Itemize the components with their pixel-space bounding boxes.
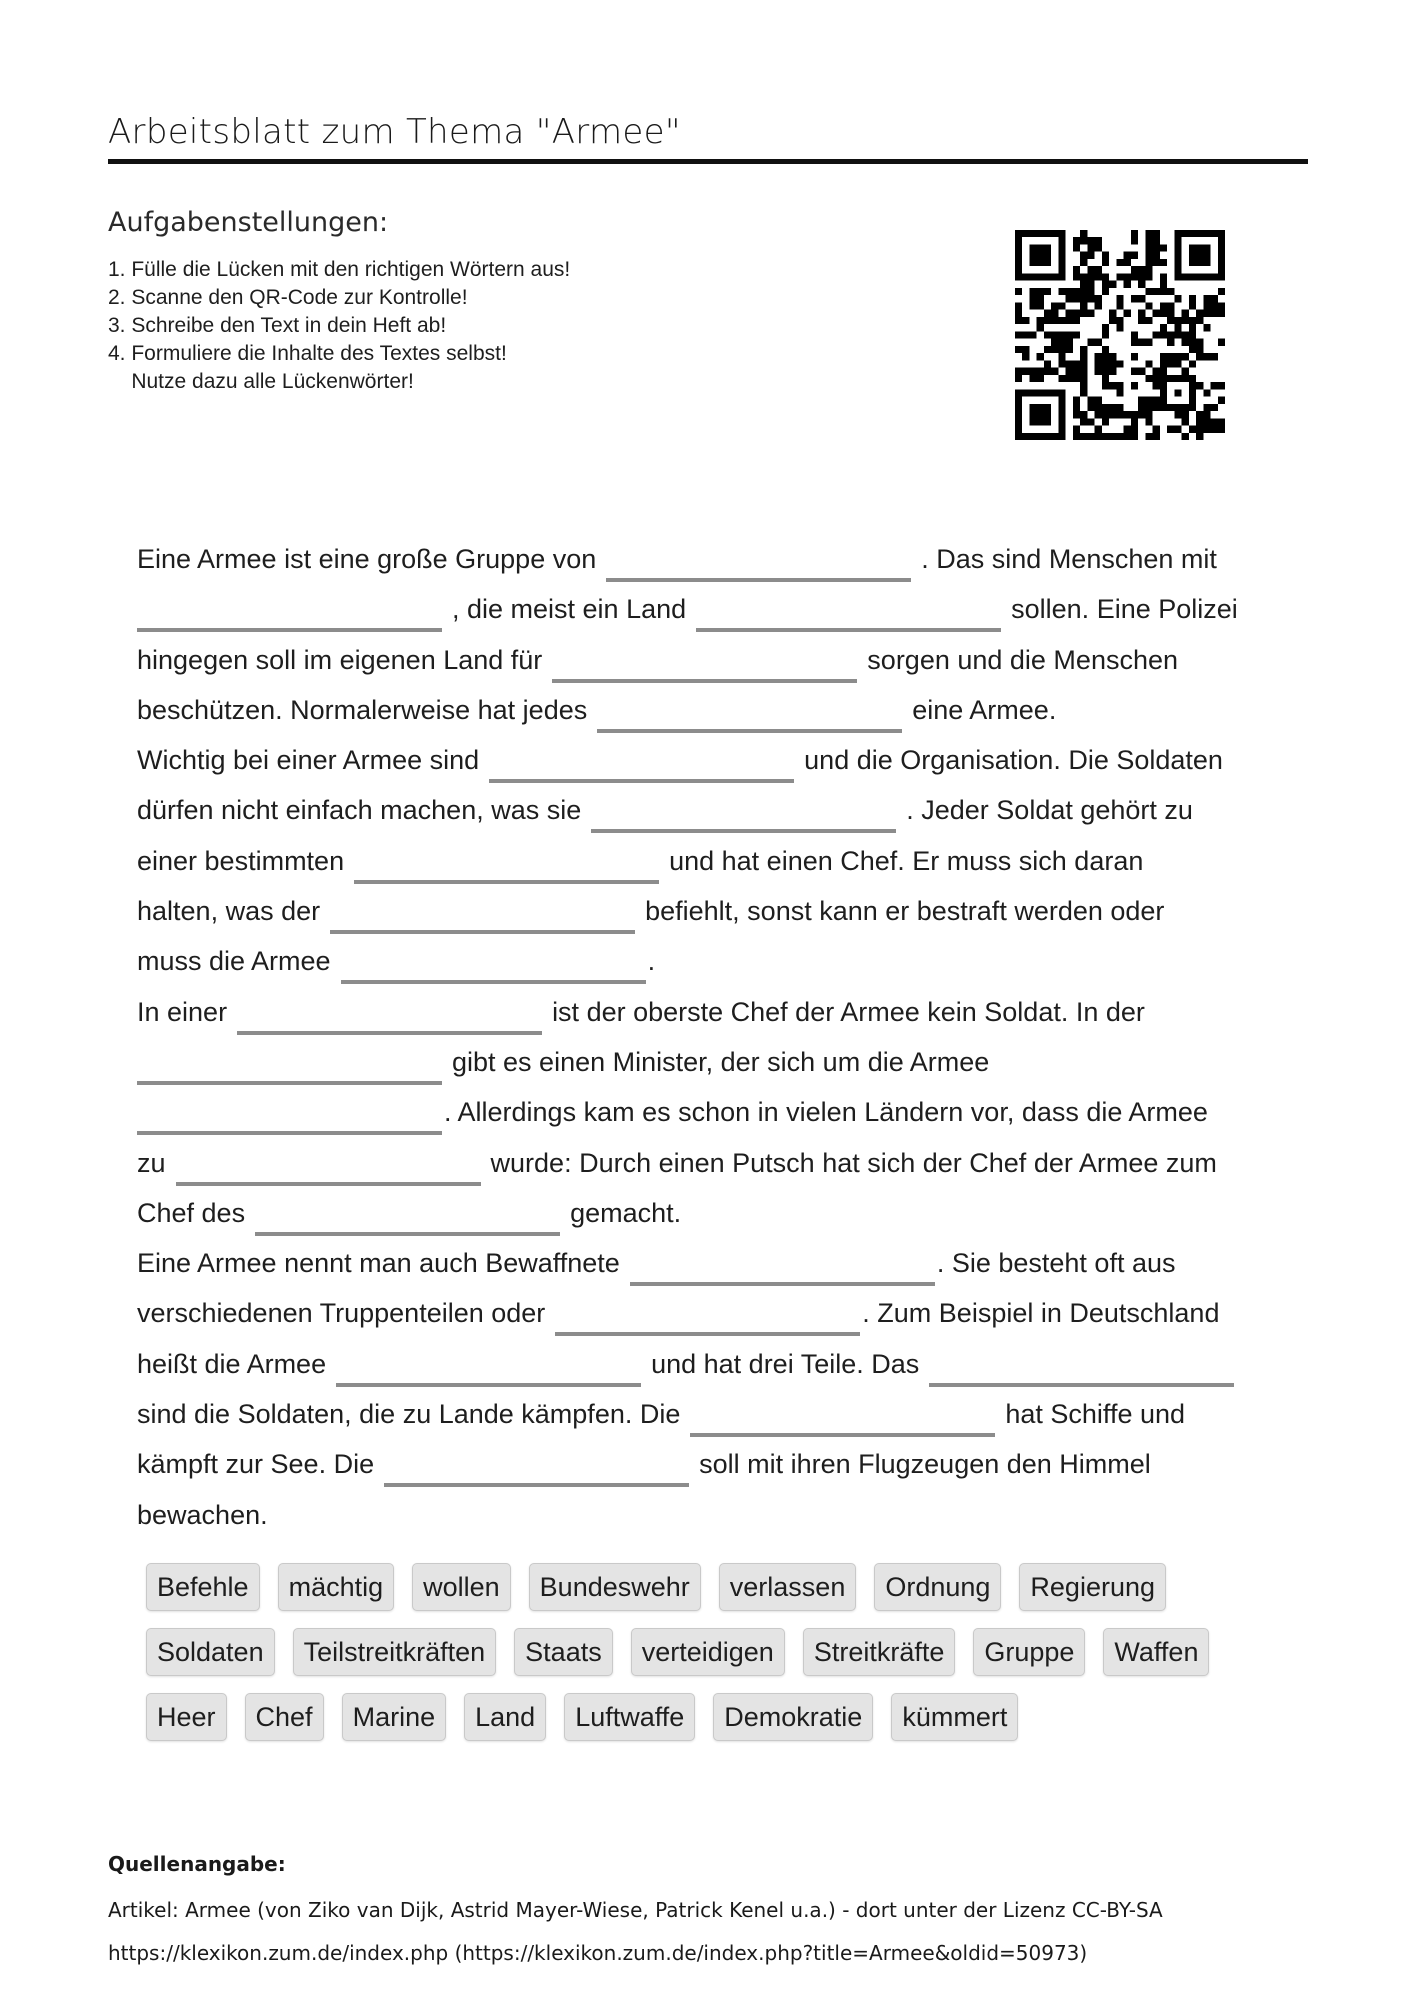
tasks-heading: Aufgabenstellungen: (108, 207, 389, 238)
word-chip[interactable]: Teilstreitkräften (293, 1628, 497, 1676)
word-chip[interactable]: kümmert (891, 1693, 1018, 1741)
word-chip[interactable]: Regierung (1019, 1563, 1166, 1611)
cloze-text-segment: und hat einen Chef. Er muss sich daran (669, 845, 1144, 876)
cloze-line (137, 1188, 1297, 1238)
blank-gap[interactable] (137, 1131, 442, 1135)
cloze-text-segment: sind die Soldaten, die zu Lande kämpfen. Die (137, 1399, 681, 1430)
cloze-text (137, 534, 1297, 1540)
word-chip[interactable]: mächtig (278, 1563, 395, 1611)
blank-gap[interactable] (929, 1383, 1234, 1387)
word-chip[interactable]: verlassen (719, 1563, 857, 1611)
cloze-text-segment: und die Organisation. Die Soldaten (804, 745, 1223, 776)
cloze-text-segment: heißt die Armee (137, 1348, 327, 1379)
word-chip[interactable]: Soldaten (146, 1628, 275, 1676)
word-bank-row (146, 1693, 1286, 1741)
blank-gap[interactable] (384, 1483, 689, 1487)
cloze-text-segment: hat Schiffe und (1005, 1399, 1186, 1430)
blank-gap[interactable] (552, 679, 857, 683)
cloze-line (137, 584, 1297, 634)
task-item: 3. Schreibe den Text in dein Heft ab! (108, 314, 447, 337)
source-url[interactable]: https://klexikon.zum.de/index.php (https://klexikon.zum.de/index.php?title=Armee&oldid=50973) (108, 1941, 1088, 1965)
cloze-line (137, 987, 1297, 1037)
blank-gap[interactable] (690, 1433, 995, 1437)
cloze-text-segment: . Allerdings kam es schon in vielen Ländern vor, dass die Armee (444, 1097, 1208, 1128)
cloze-text-segment: halten, was der (137, 896, 321, 927)
word-chip[interactable]: Ordnung (874, 1563, 1001, 1611)
qr-code-icon (1015, 230, 1225, 440)
blank-gap[interactable] (330, 930, 635, 934)
blank-gap[interactable] (176, 1182, 481, 1186)
cloze-text-segment: Chef des (137, 1197, 246, 1228)
blank-gap[interactable] (137, 1081, 442, 1085)
page-title: Arbeitsblatt zum Thema "Armee" (108, 112, 681, 152)
cloze-text-segment: gibt es einen Minister, der sich um die Armee (452, 1046, 990, 1077)
word-chip[interactable]: Marine (342, 1693, 447, 1741)
cloze-text-segment: . (647, 946, 656, 977)
cloze-text-segment: , die meist ein Land (452, 594, 687, 625)
blank-gap[interactable] (255, 1232, 560, 1236)
task-list (108, 256, 570, 396)
cloze-line (137, 936, 1297, 986)
cloze-text-segment: . Das sind Menschen mit (921, 544, 1217, 574)
cloze-text-segment: . Sie besteht oft aus (936, 1248, 1176, 1279)
word-chip[interactable]: Staats (514, 1628, 613, 1676)
word-chip[interactable]: Heer (146, 1693, 227, 1741)
word-chip[interactable]: Streitkräfte (803, 1628, 956, 1676)
cloze-text-segment: und hat drei Teile. Das (651, 1348, 920, 1379)
blank-gap[interactable] (341, 980, 646, 984)
task-item: 2. Scanne den QR-Code zur Kontrolle! (108, 286, 468, 309)
cloze-line (137, 1389, 1297, 1439)
cloze-line (137, 1490, 1297, 1540)
cloze-text-segment: wurde: Durch einen Putsch hat sich der Chef der Armee zum (490, 1147, 1217, 1178)
word-bank-row (146, 1628, 1286, 1676)
cloze-line (137, 1138, 1297, 1188)
source-heading: Quellenangabe: (108, 1852, 286, 1876)
cloze-text-segment: eine Armee. (912, 694, 1057, 725)
word-chip[interactable]: wollen (412, 1563, 511, 1611)
word-chip[interactable]: Waffen (1103, 1628, 1209, 1676)
cloze-text-segment: sollen. Eine Polizei (1011, 594, 1238, 625)
blank-gap[interactable] (591, 829, 896, 833)
cloze-text-segment: ist der oberste Chef der Armee kein Soldat. In der (552, 996, 1145, 1027)
cloze-text-segment: Eine Armee ist eine große Gruppe von (137, 544, 597, 574)
task-item: 1. Fülle die Lücken mit den richtigen Wörtern aus! (108, 258, 571, 281)
cloze-text-segment: befiehlt, sonst kann er bestraft werden oder (645, 896, 1165, 927)
cloze-line (137, 635, 1297, 685)
cloze-line (137, 735, 1297, 785)
cloze-text-segment: kämpft zur See. Die (137, 1449, 375, 1480)
blank-gap[interactable] (237, 1031, 542, 1035)
cloze-text-segment: einer bestimmten (137, 845, 345, 876)
cloze-text-segment: beschützen. Normalerweise hat jedes (137, 694, 588, 725)
cloze-line (137, 1087, 1297, 1137)
word-chip[interactable]: Demokratie (713, 1693, 873, 1741)
cloze-text-segment: hingegen soll im eigenen Land für (137, 644, 543, 675)
blank-gap[interactable] (354, 880, 659, 884)
cloze-text-segment: In einer (137, 996, 228, 1027)
cloze-text-segment: . Zum Beispiel in Deutschland (862, 1298, 1220, 1329)
cloze-text-segment: zu (137, 1147, 166, 1178)
task-item: 4. Formuliere die Inhalte des Textes selbst! (108, 342, 507, 365)
word-chip[interactable]: Gruppe (973, 1628, 1085, 1676)
cloze-line (137, 1339, 1297, 1389)
word-chip[interactable]: Befehle (146, 1563, 260, 1611)
cloze-line (137, 886, 1297, 936)
source-article: Artikel: Armee (von Ziko van Dijk, Astrid Mayer-Wiese, Patrick Kenel u.a.) - dort unter der Lizenz CC-BY-SA (108, 1898, 1163, 1922)
cloze-line (137, 1037, 1297, 1087)
cloze-text-segment: Wichtig bei einer Armee sind (137, 745, 480, 776)
word-chip[interactable]: Bundeswehr (529, 1563, 701, 1611)
cloze-line (137, 1238, 1297, 1288)
cloze-text-segment: gemacht. (570, 1197, 682, 1228)
cloze-text-segment: verschiedenen Truppenteilen oder (137, 1298, 546, 1329)
title-rule (108, 159, 1308, 164)
cloze-text-segment: muss die Armee (137, 946, 331, 977)
word-chip[interactable]: verteidigen (631, 1628, 785, 1676)
cloze-line (137, 534, 1297, 584)
cloze-text-segment: bewachen. (137, 1499, 268, 1530)
cloze-line (137, 1439, 1297, 1489)
blank-gap[interactable] (489, 779, 794, 783)
cloze-line (137, 685, 1297, 735)
cloze-text-segment: soll mit ihren Flugzeugen den Himmel (699, 1449, 1151, 1480)
cloze-text-segment: Eine Armee nennt man auch Bewaffnete (137, 1248, 620, 1279)
word-bank (146, 1563, 1286, 1758)
cloze-text-segment: dürfen nicht einfach machen, was sie (137, 795, 582, 826)
cloze-line (137, 785, 1297, 835)
blank-gap[interactable] (606, 578, 911, 582)
blank-gap[interactable] (696, 628, 1001, 632)
cloze-text-segment: sorgen und die Menschen (867, 644, 1179, 675)
cloze-text-segment: . Jeder Soldat gehört zu (906, 795, 1193, 826)
cloze-line (137, 836, 1297, 886)
blank-gap[interactable] (555, 1332, 860, 1336)
task-item: Nutze dazu alle Lückenwörter! (108, 370, 414, 393)
word-chip[interactable]: Chef (245, 1693, 324, 1741)
blank-gap[interactable] (597, 729, 902, 733)
blank-gap[interactable] (336, 1383, 641, 1387)
cloze-line (137, 1288, 1297, 1338)
word-bank-row (146, 1563, 1286, 1611)
word-chip[interactable]: Land (464, 1693, 546, 1741)
word-chip[interactable]: Luftwaffe (564, 1693, 695, 1741)
blank-gap[interactable] (630, 1282, 935, 1286)
blank-gap[interactable] (137, 628, 442, 632)
